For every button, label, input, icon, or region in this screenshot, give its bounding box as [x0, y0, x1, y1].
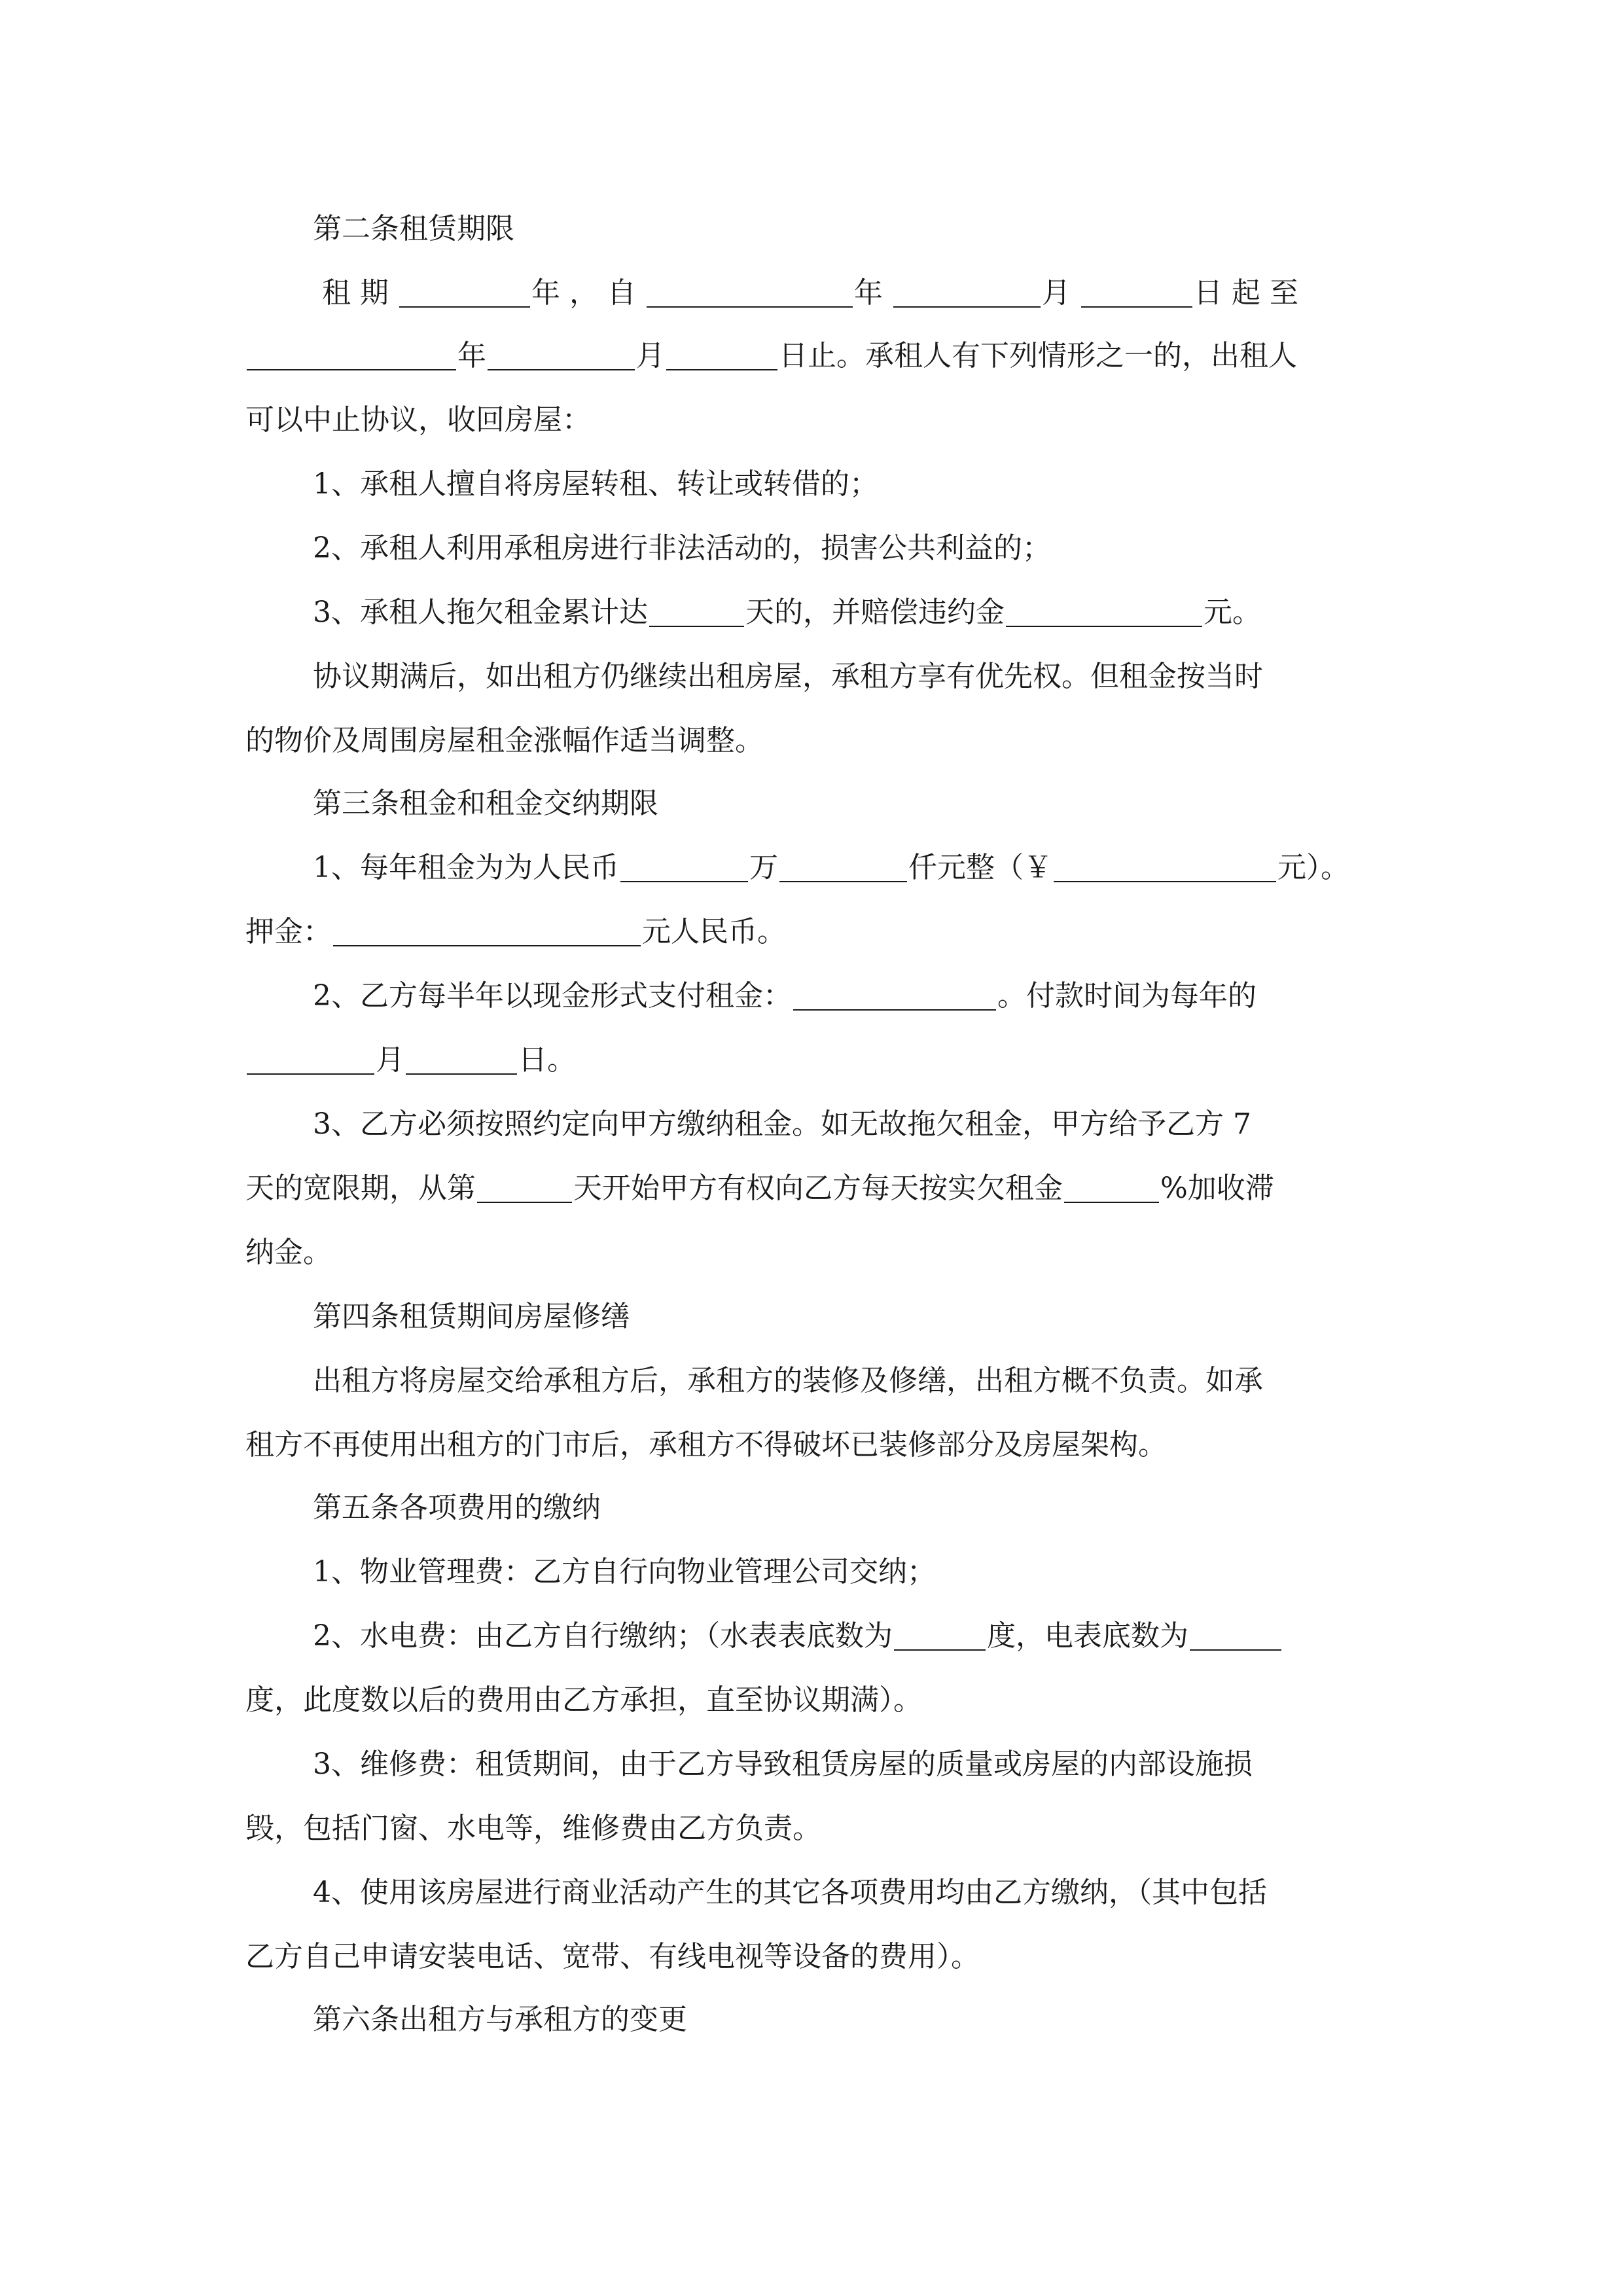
start-month-label: 月 — [1042, 276, 1080, 310]
article5-fee2-cont-text: 度，此度数以后的费用由乙方承担，直至协议期满）。 — [245, 1683, 922, 1717]
article5-fee2 — [313, 1617, 1283, 1656]
term-years-blank[interactable] — [399, 276, 530, 308]
arrears-days-blank[interactable] — [649, 596, 744, 627]
water-meter-blank[interactable] — [894, 1619, 986, 1651]
article2-item1-text: 1、承租人擅自将房屋转租、转让或转借的； — [313, 467, 878, 501]
end-year-label: 年 — [457, 339, 486, 372]
end-day-blank[interactable] — [666, 339, 777, 370]
article2-item2 — [313, 529, 1051, 568]
payment-text-a: 2、乙方每半年以现金形式支付租金： — [313, 979, 792, 1013]
article2-heading — [313, 209, 514, 249]
rent-text-b: 万 — [749, 851, 778, 884]
article5-fee2-cont — [245, 1681, 922, 1720]
article3-line7-text: 纳金。 — [245, 1236, 332, 1269]
article3-grace-line — [245, 1169, 1274, 1208]
payment-text-b: 。付款时间为每年的 — [997, 979, 1257, 1013]
payment-day-label: 日。 — [518, 1043, 576, 1077]
term-label: 租期 — [322, 276, 398, 310]
grace-text-c: %加收滞 — [1160, 1172, 1274, 1205]
article4-heading — [313, 1297, 630, 1336]
article2-line3-text: 可以中止协议，收回房屋： — [245, 403, 591, 437]
article2-para1 — [313, 657, 1263, 696]
rent-amount-blank[interactable] — [1054, 851, 1276, 882]
payment-day-blank[interactable] — [406, 1043, 517, 1075]
article5-heading-text: 第五条各项费用的缴纳 — [313, 1491, 601, 1524]
article2-para2-text: 的物价及周围房屋租金涨幅作适当调整。 — [245, 724, 764, 757]
rent-qian-blank[interactable] — [779, 851, 907, 882]
electric-meter-blank[interactable] — [1190, 1619, 1281, 1651]
article5-fee3-cont-text: 毁，包括门窗、水电等，维修费由乙方负责。 — [245, 1812, 821, 1845]
article5-fee1 — [313, 1552, 936, 1592]
start-day-blank[interactable] — [1081, 276, 1192, 308]
article3-payment-line — [313, 977, 1257, 1016]
end-month-label: 月 — [636, 339, 665, 372]
fee2-text-b: 度，电表底数为 — [987, 1619, 1188, 1653]
penalty-amount-blank[interactable] — [1006, 596, 1202, 627]
grace-text-b: 天开始甲方有权向乙方每天按实欠租金 — [573, 1172, 1063, 1205]
deposit-label: 押金： — [245, 915, 332, 948]
deposit-unit: 元人民币。 — [642, 915, 786, 948]
start-year-blank[interactable] — [647, 276, 853, 308]
end-month-blank[interactable] — [488, 339, 635, 370]
article6-heading-text: 第六条出租方与承租方的变更 — [313, 2003, 687, 2036]
article4-para1 — [313, 1361, 1263, 1401]
grace-text-a: 天的宽限期，从第 — [245, 1172, 476, 1205]
late-fee-rate-blank[interactable] — [1064, 1172, 1159, 1203]
article2-para1-text: 协议期满后，如出租方仍继续出租房屋，承租方享有优先权。但租金按当时 — [313, 660, 1263, 693]
rent-text-d: 元）。 — [1277, 851, 1349, 884]
item3-text-b: 天的，并赔偿违约金 — [745, 596, 1005, 629]
rent-text-c: 仟元整（￥ — [908, 851, 1052, 884]
item3-text-a: 3、承租人拖欠租金累计达 — [313, 596, 648, 629]
article5-heading — [313, 1488, 601, 1528]
article4-para2 — [245, 1426, 1167, 1465]
article3-item3 — [313, 1105, 1251, 1144]
article5-fee4-text: 4、使用该房屋进行商业活动产生的其它各项费用均由乙方缴纳，（其中包括 — [313, 1876, 1267, 1909]
article2-term-line — [322, 274, 1308, 313]
article3-heading — [313, 784, 658, 823]
article3-item3-text: 3、乙方必须按照约定向甲方缴纳租金。如无故拖欠租金，甲方给予乙方 7 — [313, 1107, 1251, 1141]
article3-date-line — [245, 1041, 576, 1080]
article2-para2 — [245, 721, 764, 761]
article5-fee1-text: 1、物业管理费：乙方自行向物业管理公司交纳； — [313, 1555, 936, 1588]
end-day-label: 日止。承租人有下列情形之一的，出租人 — [779, 339, 1297, 372]
deposit-blank[interactable] — [333, 915, 641, 946]
fee2-text-a: 2、水电费：由乙方自行缴纳；（水表表底数为 — [313, 1619, 893, 1653]
article5-fee3 — [313, 1745, 1253, 1784]
article3-heading-text: 第三条租金和租金交纳期限 — [313, 787, 658, 820]
article4-para2-text: 租方不再使用出租方的门市后，承租方不得破坏已装修部分及房屋架构。 — [245, 1428, 1167, 1462]
article3-line7 — [245, 1233, 332, 1272]
payment-month-label: 月 — [376, 1043, 404, 1077]
article2-heading-text: 第二条租赁期限 — [313, 212, 514, 245]
article5-fee3-text: 3、维修费：租赁期间，由于乙方导致租赁房屋的质量或房屋的内部设施损 — [313, 1748, 1253, 1781]
rent-wan-blank[interactable] — [620, 851, 748, 882]
article5-fee4-cont — [245, 1937, 980, 1977]
article3-deposit-line — [245, 912, 786, 952]
article6-heading — [313, 2000, 687, 2039]
article2-line3 — [245, 401, 591, 440]
article2-end-line — [245, 336, 1297, 376]
term-from-label: 年，自 — [531, 276, 645, 310]
grace-day-blank[interactable] — [477, 1172, 572, 1203]
article2-item2-text: 2、承租人利用承租房进行非法活动的，损害公共利益的； — [313, 531, 1051, 565]
article2-item3 — [313, 593, 1261, 632]
payment-amount-blank[interactable] — [793, 979, 996, 1011]
start-day-label: 日起至 — [1194, 276, 1308, 310]
end-year-blank[interactable] — [247, 339, 456, 370]
payment-month-blank[interactable] — [247, 1043, 374, 1075]
article5-fee4-cont-text: 乙方自己申请安装电话、宽带、有线电视等设备的费用）。 — [245, 1940, 980, 1973]
article4-para1-text: 出租方将房屋交给承租方后，承租方的装修及修缮，出租方概不负责。如承 — [313, 1364, 1263, 1397]
article3-rent-line — [313, 848, 1349, 888]
article2-item1 — [313, 465, 878, 504]
article4-heading-text: 第四条租赁期间房屋修缮 — [313, 1300, 630, 1333]
item3-text-c: 元。 — [1204, 596, 1261, 629]
start-year-label: 年 — [854, 276, 892, 310]
rent-text-a: 1、每年租金为为人民币 — [313, 851, 619, 884]
start-month-blank[interactable] — [893, 276, 1041, 308]
article5-fee3-cont — [245, 1809, 821, 1848]
article5-fee4 — [313, 1873, 1267, 1912]
